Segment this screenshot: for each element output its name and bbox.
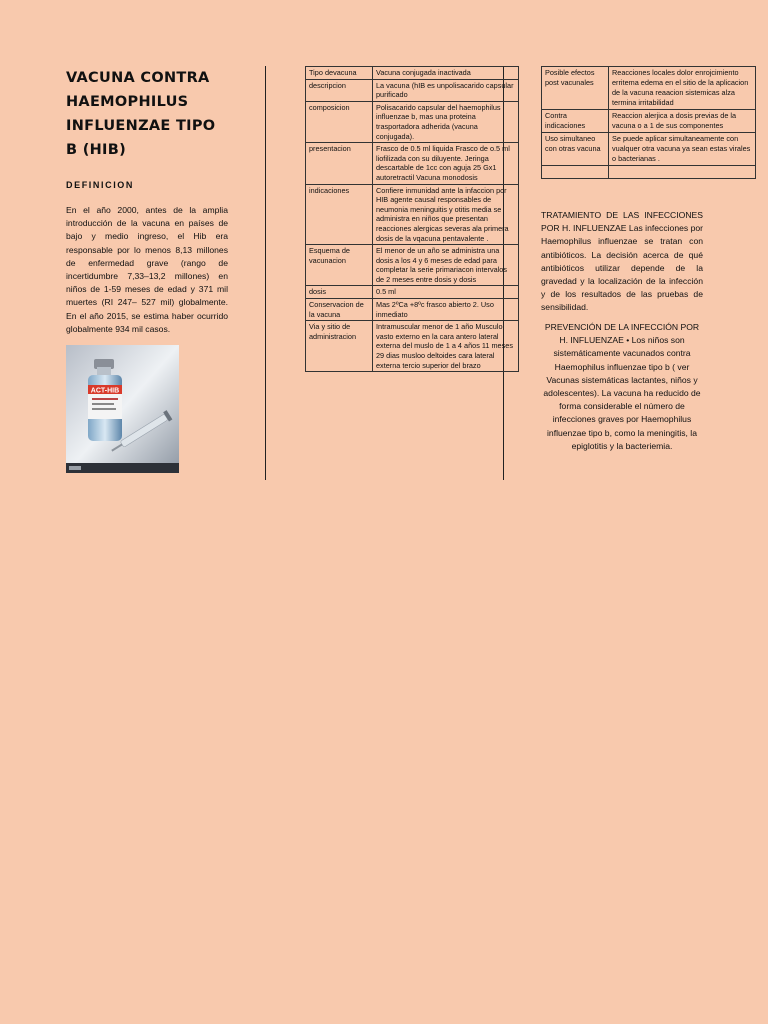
column-divider-left bbox=[265, 66, 266, 480]
definicion-paragraph: En el año 2000, antes de la amplia introducción de la vacuna en países de bajo y medio ingreso, el Hib era responsable por lo menos 8,13 millones de enfermedad grave (rango de incertidumbre 7,33–13,2 millones) en niños de 1-59 meses de edad y 371 mil muertes (RI 247– 527 mil) globalmente. En el año 2015, se estima haber ocurrido globalmente 934 mil casos. bbox=[66, 205, 228, 334]
row-key: Posible efectos post vacunales bbox=[542, 67, 609, 110]
row-key: descripcion bbox=[306, 79, 373, 101]
row-key: dosis bbox=[306, 286, 373, 299]
table-row-empty bbox=[542, 166, 756, 179]
table-row bbox=[306, 143, 519, 184]
row-key: indicaciones bbox=[306, 184, 373, 245]
row-key: Conservacion de la vacuna bbox=[306, 299, 373, 321]
table-row bbox=[542, 110, 756, 133]
row-value: El menor de un año se administra una dosis a los 4 y 6 meses de edad para completar la serie primariacon intervalos de 2 meses entre dosis y dosis bbox=[373, 245, 519, 286]
vaccine-vial-illustration bbox=[66, 345, 179, 473]
table-row bbox=[306, 299, 519, 321]
table-row bbox=[306, 79, 519, 101]
row-key: Tipo devacuna bbox=[306, 67, 373, 80]
row-value: 0.5 ml bbox=[373, 286, 519, 299]
row-key bbox=[542, 166, 609, 179]
row-value: Intramuscular menor de 1 año Musculo vasto externo en la cara antero lateral externa del muslo de 1 a 4 años 11 meses 29 dias musloo deltoides cara lateral externa tercio superior del brazo bbox=[373, 321, 519, 372]
table-row bbox=[306, 184, 519, 245]
table-row bbox=[306, 321, 519, 372]
row-key: presentacion bbox=[306, 143, 373, 184]
table-row bbox=[306, 286, 519, 299]
table-row bbox=[306, 67, 519, 80]
row-value bbox=[609, 166, 756, 179]
table-row bbox=[542, 133, 756, 166]
row-value: Frasco de 0.5 ml liquida Frasco de o.5 ml liofilizada con su diluyente. Jeringa descartable de 1cc con aguja 25 Gx1 autoretractil Vacuna monodosis bbox=[373, 143, 519, 184]
prevencion-paragraph: PREVENCIÓN DE LA INFECCIÓN POR H. INFLUENZAE • Los niños son sistemáticamente vacunados contra Haemophilus influenzae tipo b ( ver Vacunas sistemáticas lactantes, niños y adolescentes). La vacuna ha reducido de forma considerable el número de infecciones graves por Haemophilus influenzae tipo b, como la meningitis, la epiglotitis y la bacteriemia. bbox=[543, 322, 701, 451]
table-row bbox=[306, 101, 519, 142]
table-row bbox=[306, 245, 519, 286]
row-value: Reaccion alerjica a dosis previas de la vacuna o a 1 de sus componentes bbox=[609, 110, 756, 133]
row-value: Mas 2ºCa +8ºc frasco abierto 2. Uso inmediato bbox=[373, 299, 519, 321]
vaccine-info-table bbox=[305, 66, 519, 372]
row-key: Via y sitio de administracion bbox=[306, 321, 373, 372]
definicion-heading: DEFINICION bbox=[66, 180, 135, 190]
side-effects-table bbox=[541, 66, 756, 179]
left-column bbox=[66, 66, 228, 336]
row-key: Contra indicaciones bbox=[542, 110, 609, 133]
row-value: Se puede aplicar simultaneamente con vualquer otra vacuna ya sean estas virales o bacterianas . bbox=[609, 133, 756, 166]
row-value: Confiere inmunidad ante la infaccion por HIB agente causal responsables de neumonia meninguitis y otitis media se administra en niños que presentan reacciones alergicas severas ala primera dosis de la vqacuna pentavalente . bbox=[373, 184, 519, 245]
page-title: VACUNA CONTRA HAEMOPHILUS INFLUENZAE TIPO B (HIB) bbox=[66, 70, 216, 158]
tratamiento-paragraph: TRATAMIENTO DE LAS INFECCIONES POR H. INFLUENZAE Las infecciones por Haemophilus influenzae se tratan con antibióticos. La decisión acerca de qué antibióticos utilizar depende de la gravedad y la localización de la infección y de los resultados de las pruebas de sensibilidad. bbox=[541, 210, 703, 313]
row-key: Esquema de vacunacion bbox=[306, 245, 373, 286]
row-key: composicion bbox=[306, 101, 373, 142]
row-value: Reacciones locales dolor enrojcimiento erritema edema en el sitio de la aplicacion de la vacuna reaacion sistemicas alza termina irritabilidad bbox=[609, 67, 756, 110]
row-value: Vacuna conjugada inactivada bbox=[373, 67, 519, 80]
table-row bbox=[542, 67, 756, 110]
row-value: La vacuna (hIB es unpolisacarido capsular purificado bbox=[373, 79, 519, 101]
row-value: Polisacarido capsular del haemophilus influenzae b, mas una proteina trasportadora adherida (vacuna conjugada). bbox=[373, 101, 519, 142]
vaccine-photo bbox=[66, 345, 179, 473]
photo-label: ACT-HIB bbox=[90, 387, 120, 395]
row-key: Uso simultaneo con otras vacuna bbox=[542, 133, 609, 166]
